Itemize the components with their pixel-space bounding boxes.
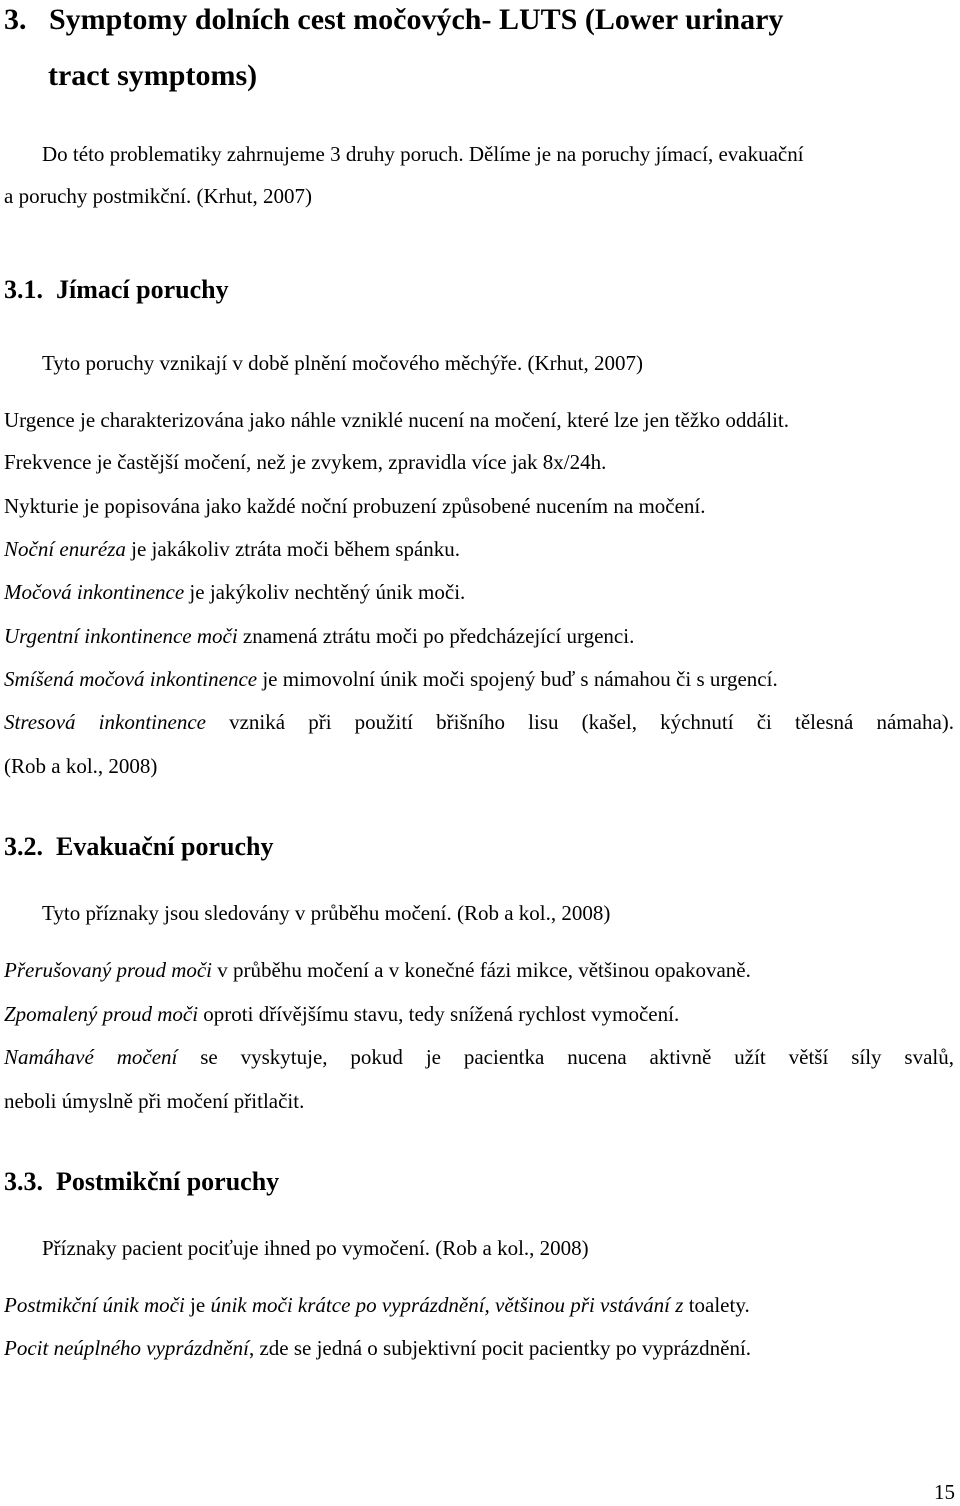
page-number: 15	[934, 1480, 955, 1504]
postmikcni-unik-line: Postmikční únik moči je únik moči krátce po vyprázdnění, většinou při vstávání z toalety.	[4, 1293, 750, 1317]
section-title: Jímací poruchy	[56, 275, 229, 304]
urgentni-inkontinence-line: Urgentní inkontinence moči znamená ztrátu moči po předcházející urgenci.	[4, 624, 635, 648]
term: Noční enuréza	[4, 537, 126, 561]
section-3-2-heading	[4, 831, 273, 863]
term: Stresová inkontinence	[4, 710, 206, 734]
section-title: Evakuační poruchy	[56, 832, 274, 861]
term: Postmikční únik moči	[4, 1293, 185, 1317]
term: Namáhavé močení	[4, 1045, 178, 1069]
chapter-intro-line2: a poruchy postmikční. (Krhut, 2007)	[4, 184, 312, 208]
chapter-title-text: Symptomy dolních cest močových- LUTS (Lower urinary	[49, 3, 784, 36]
term: Pocit neúplného vyprázdnění	[4, 1336, 249, 1360]
term: Přerušovaný proud moči	[4, 958, 213, 982]
section-3-1-heading	[4, 274, 229, 306]
term: Smíšená močová inkontinence	[4, 667, 258, 691]
zpomaleny-proud-line: Zpomalený proud moči oproti dřívějšímu stavu, tedy snížená rychlost vymočení.	[4, 1002, 680, 1026]
nocni-enureza-line: Noční enuréza je jakákoliv ztráta moči během spánku.	[4, 537, 461, 561]
section-3-3-intro: Příznaky pacient pociťuje ihned po vymočení. (Rob a kol., 2008)	[42, 1236, 589, 1260]
term: Močová inkontinence	[4, 580, 185, 604]
chapter-title-line2: tract symptoms)	[48, 59, 258, 92]
citation-rob-2008: (Rob a kol., 2008)	[4, 754, 158, 778]
urgence-line: Urgence je charakterizována jako náhle vzniklé nucení na močení, které lze jen těžko oddálit.	[4, 408, 789, 432]
section-3-2-intro: Tyto příznaky jsou sledovány v průběhu močení. (Rob a kol., 2008)	[42, 901, 611, 925]
section-number: 3.2.	[4, 832, 43, 861]
chapter-number: 3.	[4, 3, 27, 36]
frekvence-line: Frekvence je častější močení, než je zvykem, zpravidla více jak 8x/24h.	[4, 450, 607, 474]
term: Urgentní inkontinence moči	[4, 624, 238, 648]
stresova-inkontinence-line: Stresová inkontinence vzniká při použití břišního lisu (kašel, kýchnutí či tělesná námaha).	[4, 710, 955, 734]
term: únik moči krátce po vyprázdnění, většinou při vstávání z	[210, 1293, 684, 1317]
chapter-intro-line1: Do této problematiky zahrnujeme 3 druhy poruch. Dělíme je na poruchy jímací, evakuační	[42, 142, 804, 166]
prerusovany-proud-line: Přerušovaný proud moči v průběhu močení a v konečné fázi mikce, většinou opakovaně.	[4, 958, 751, 982]
section-number: 3.3.	[4, 1167, 43, 1196]
section-3-1-intro: Tyto poruchy vznikají v době plnění močového měchýře. (Krhut, 2007)	[42, 351, 643, 375]
pocit-neuplneho-line: Pocit neúplného vyprázdnění, zde se jedná o subjektivní pocit pacientky po vyprázdnění.	[4, 1336, 752, 1360]
mocova-inkontinence-line: Močová inkontinence je jakýkoliv nechtěný únik moči.	[4, 580, 466, 604]
chapter-title-line1	[4, 2, 783, 38]
namahave-moceni-line: Namáhavé močení se vyskytuje, pokud je pacientka nucena aktivně užít větší síly svalů,	[4, 1045, 954, 1069]
nykturie-line: Nykturie je popisována jako každé noční probuzení způsobené nucením na močení.	[4, 494, 706, 518]
namahave-moceni-line2: neboli úmyslně při močení přitlačit.	[4, 1089, 305, 1113]
term: Zpomalený proud moči	[4, 1002, 199, 1026]
section-title: Postmikční poruchy	[56, 1167, 280, 1196]
section-number: 3.1.	[4, 275, 43, 304]
smisena-inkontinence-line: Smíšená močová inkontinence je mimovolní únik moči spojený buď s námahou či s urgencí.	[4, 667, 778, 691]
section-3-3-heading	[4, 1166, 279, 1198]
